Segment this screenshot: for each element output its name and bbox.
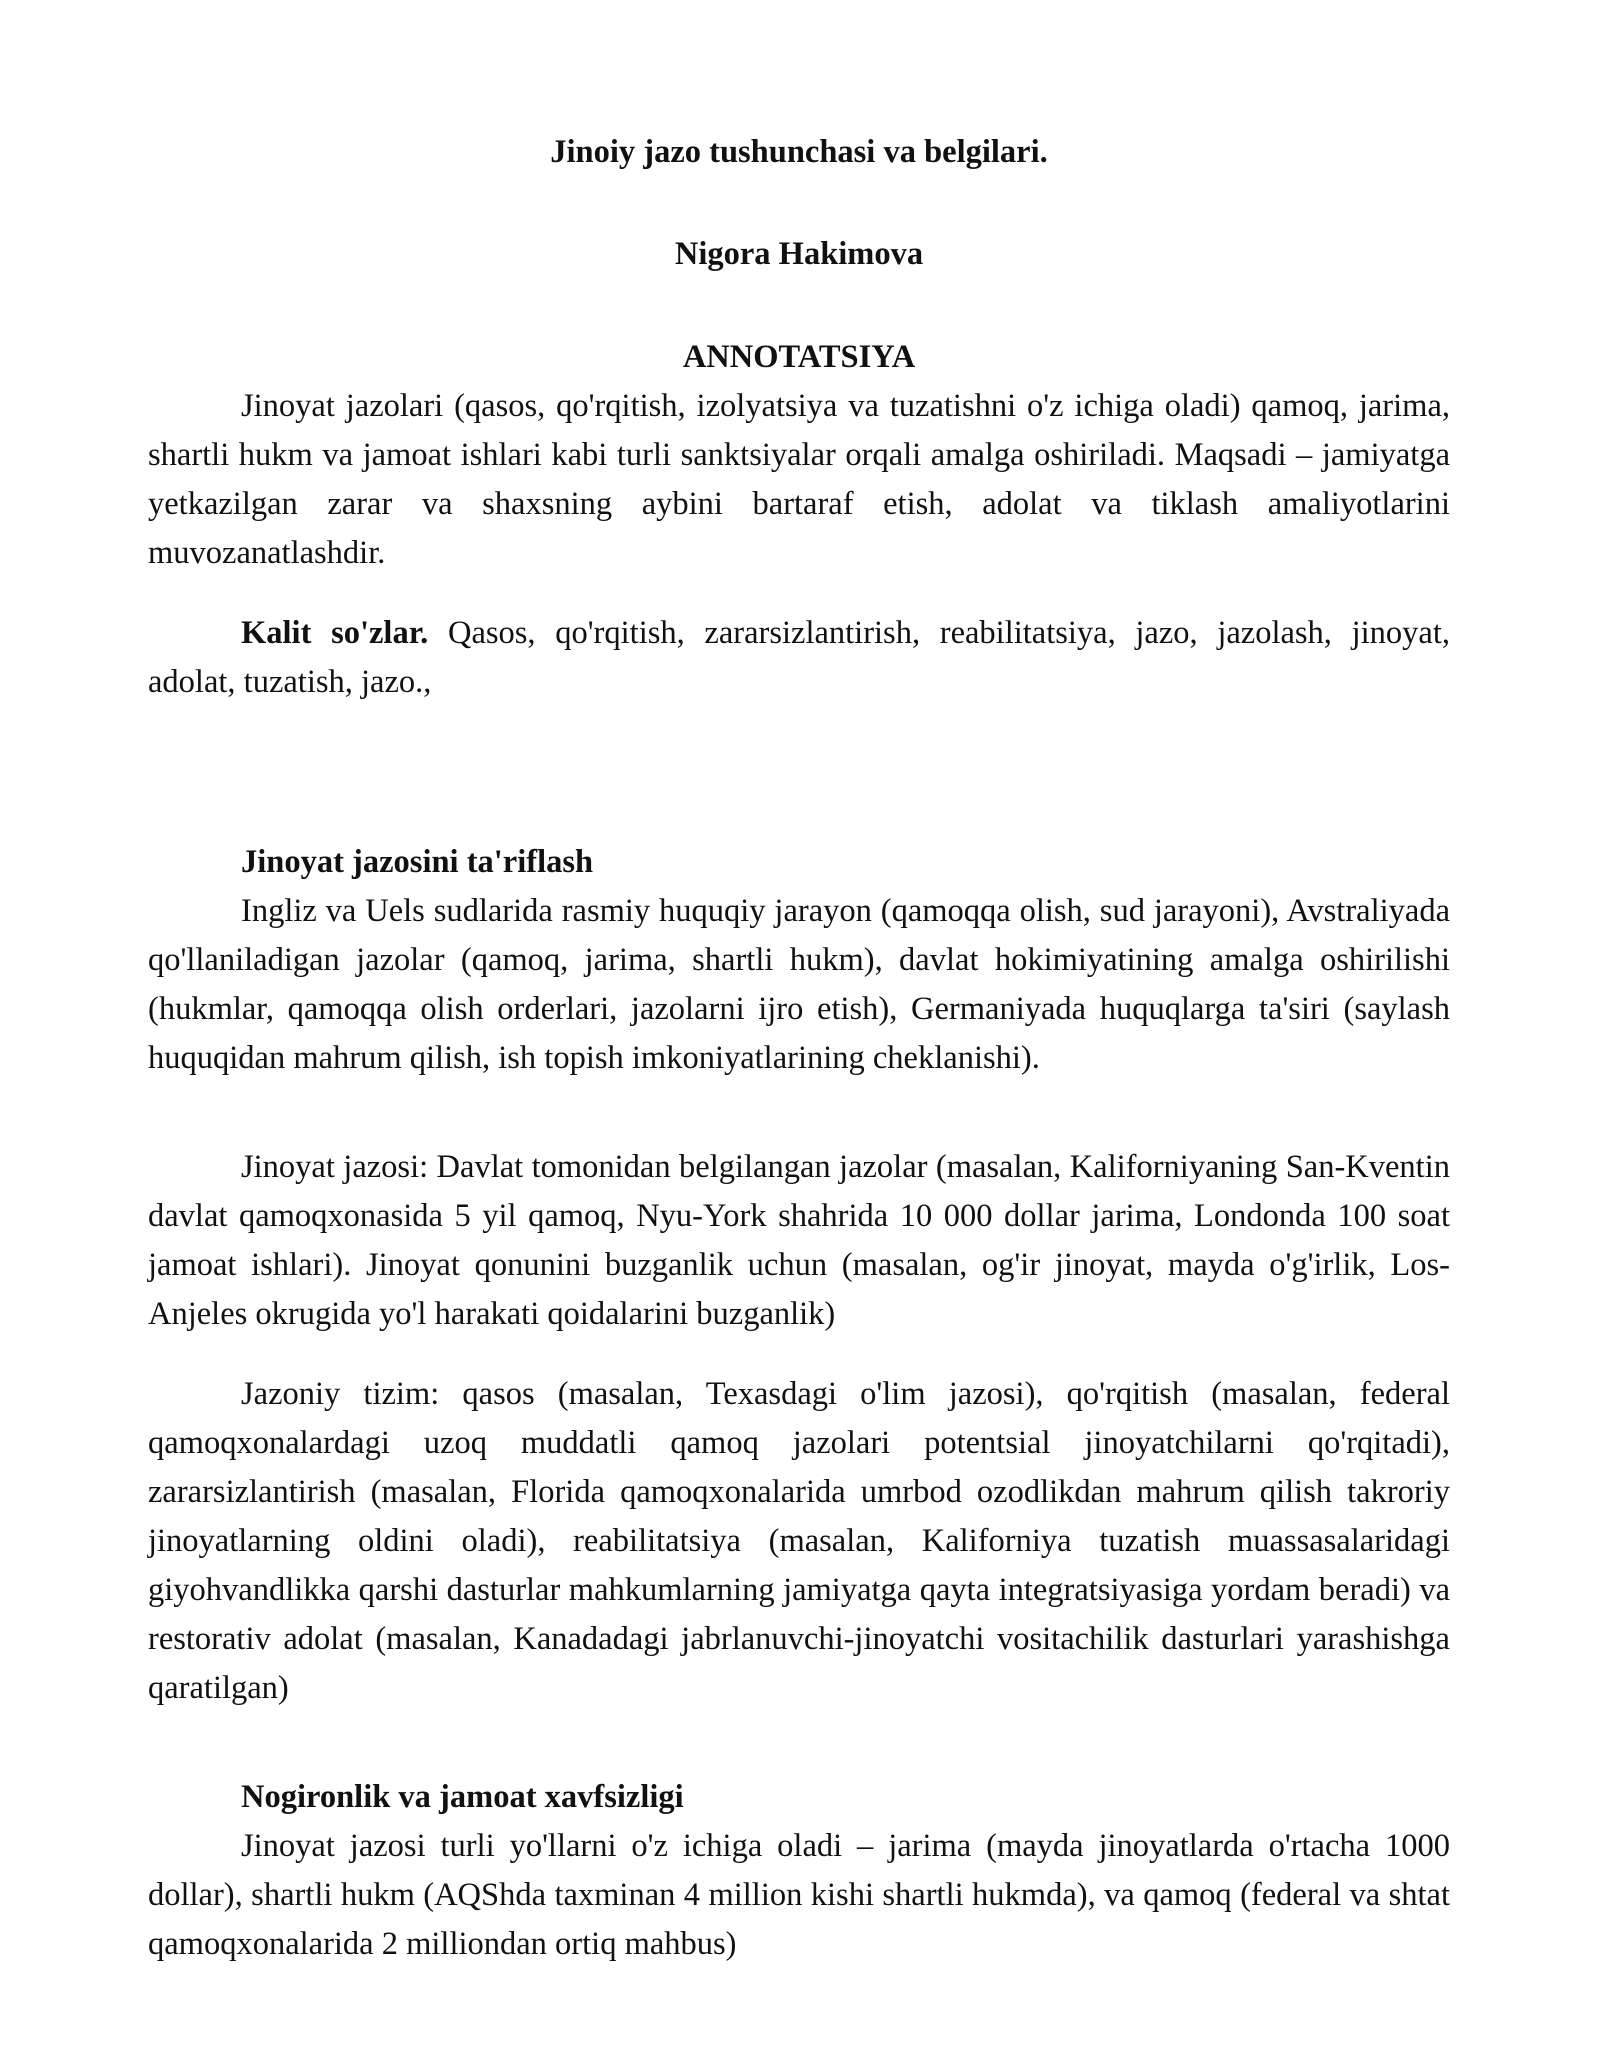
section-heading-definition: Jinoyat jazosini ta'riflash	[241, 844, 594, 880]
section1-paragraph-3: Jazoniy tizim: qasos (masalan, Texasdagi o'lim jazosi), qo'rqitish (masalan, federal qamoqxonalardagi uzoq muddatli qamoq jazolari potentsial jinoyatchilarni qo'rqitadi), zararsizlantirish (masalan, Florida qamoqxonalarida umrbod ozodlikdan mahrum qilish takroriy jinoyatlarning oldini oladi), reabilitatsiya (masalan, Kaliforniya tuzatish muassasalaridagi giyohvandlikka qarshi dasturlar mahkumlarning jamiyatga qayta integratsiyasiga yordam beradi) va restorativ adolat (masalan, Kanadadagi jabrlanuvchi-jinoyatchi vositachilik dasturlari yarashishga qaratilgan)	[148, 1376, 1450, 1706]
section1-paragraph-1: Ingliz va Uels sudlarida rasmiy huquqiy jarayon (qamoqqa olish, sud jarayoni), Avstraliyada qo'llaniladigan jazolar (qamoq, jarima, shartli hukm), davlat hokimiyatining amalga oshirilishi (hukmlar, qamoqqa olish orderlari, jazolarni ijro etish), Germaniyada huquqlarga ta'siri (saylash huquqidan mahrum qilish, ish topish imkoniyatlarining cheklanishi).	[148, 893, 1450, 1076]
author-name: Nigora Hakimova	[674, 236, 924, 272]
keywords-paragraph	[148, 609, 1450, 707]
document-title: Jinoiy jazo tushunchasi va belgilari.	[550, 134, 1048, 170]
section2-paragraph-1: Jinoyat jazosi turli yo'llarni o'z ichiga oladi – jarima (mayda jinoyatlarda o'rtacha 1000 dollar), shartli hukm (AQShda taxminan 4 million kishi shartli hukmda), va qamoq (federal va shtat qamoqxonalarida 2 milliondan ortiq mahbus)	[148, 1828, 1450, 1962]
section1-paragraph-2: Jinoyat jazosi: Davlat tomonidan belgilangan jazolar (masalan, Kaliforniyaning San-Kventin davlat qamoqxonasida 5 yil qamoq, Nyu-York shahrida 10 000 dollar jarima, Londonda 100 soat jamoat ishlari). Jinoyat qonunini buzganlik uchun (masalan, og'ir jinoyat, mayda o'g'irlik, Los-Anjeles okrugida yo'l harakati qoidalarini buzganlik)	[148, 1149, 1450, 1332]
keywords-label: Kalit so'zlar.	[241, 615, 429, 651]
annotation-text: Jinoyat jazolari (qasos, qo'rqitish, izolyatsiya va tuzatishni o'z ichiga oladi) qamoq, jarima, shartli hukm va jamoat ishlari kabi turli sanktsiyalar orqali amalga oshiriladi. Maqsadi – jamiyatga yetkazilgan zarar va shaxsning aybini bartaraf etish, adolat va tiklash amaliyotlarini muvozanatlashdir.	[148, 388, 1450, 571]
keywords-text: Qasos, qo'rqitish, zararsizlantirish, reabilitatsiya, jazo, jazolash, jinoyat, adolat, tuzatish, jazo.,	[148, 615, 1450, 700]
section-heading-public-safety: Nogironlik va jamoat xavfsizligi	[241, 1779, 684, 1815]
document-page	[148, 128, 1450, 1969]
annotation-heading: ANNOTATSIYA	[682, 339, 916, 375]
